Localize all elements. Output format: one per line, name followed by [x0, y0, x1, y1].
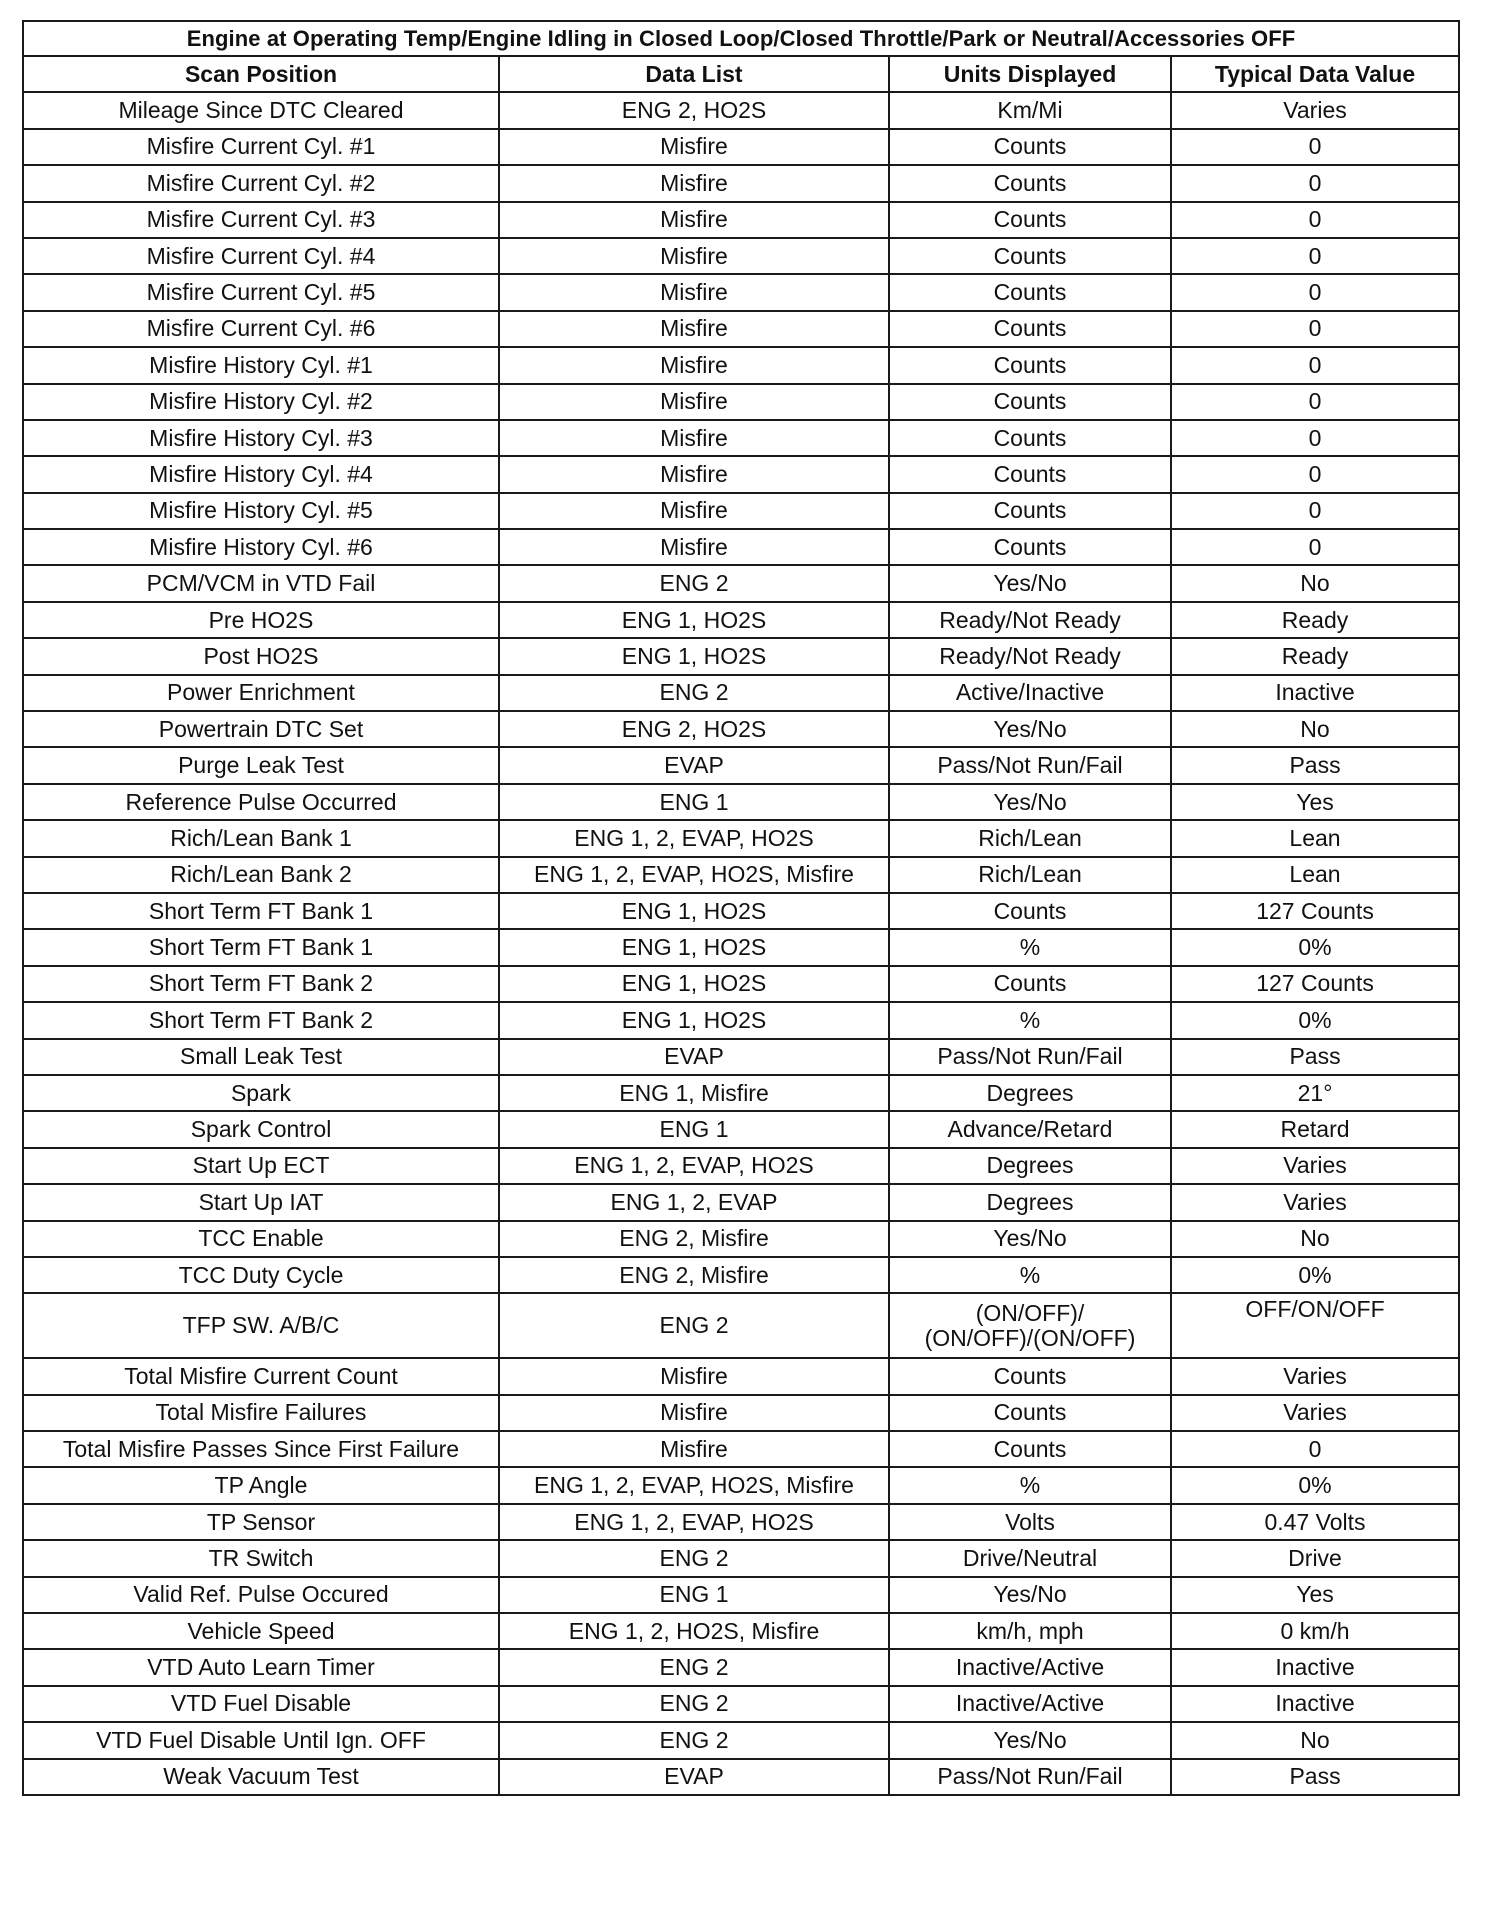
data-list-cell: ENG 1, 2, EVAP, HO2S	[499, 820, 889, 856]
units-displayed-cell: Counts	[889, 311, 1171, 347]
data-list-cell: Misfire	[499, 1358, 889, 1394]
typical-value-cell: 0	[1171, 311, 1459, 347]
units-displayed-cell: Advance/Retard	[889, 1111, 1171, 1147]
units-displayed-cell: Pass/Not Run/Fail	[889, 1759, 1171, 1795]
typical-value-cell: Inactive	[1171, 1686, 1459, 1722]
typical-value-cell: Drive	[1171, 1540, 1459, 1576]
data-list-cell: ENG 1	[499, 784, 889, 820]
data-list-cell: ENG 1, HO2S	[499, 602, 889, 638]
table-row	[23, 1221, 1459, 1257]
units-displayed-cell: Ready/Not Ready	[889, 638, 1171, 674]
typical-value-cell: 0%	[1171, 1467, 1459, 1503]
scan-position-cell: TR Switch	[23, 1540, 499, 1576]
table-row	[23, 1722, 1459, 1758]
typical-value-cell: Ready	[1171, 602, 1459, 638]
data-list-cell: ENG 1	[499, 1111, 889, 1147]
column-header-typical-data-value: Typical Data Value	[1171, 56, 1459, 92]
table-row	[23, 784, 1459, 820]
data-list-cell: ENG 1, 2, EVAP	[499, 1184, 889, 1220]
scan-data-table	[22, 20, 1460, 1796]
units-displayed-cell: %	[889, 1257, 1171, 1293]
table-row	[23, 529, 1459, 565]
data-list-cell: Misfire	[499, 1395, 889, 1431]
typical-value-cell: 0	[1171, 238, 1459, 274]
units-displayed-cell: Yes/No	[889, 784, 1171, 820]
data-list-cell: EVAP	[499, 747, 889, 783]
data-list-cell: ENG 1, Misfire	[499, 1075, 889, 1111]
table-row	[23, 165, 1459, 201]
typical-value-cell: Varies	[1171, 1395, 1459, 1431]
units-displayed-cell: Drive/Neutral	[889, 1540, 1171, 1576]
units-displayed-cell: Counts	[889, 129, 1171, 165]
scan-position-cell: Misfire Current Cyl. #4	[23, 238, 499, 274]
units-displayed-cell: Degrees	[889, 1184, 1171, 1220]
typical-value-cell: 0%	[1171, 1257, 1459, 1293]
typical-value-cell: No	[1171, 1221, 1459, 1257]
table-row	[23, 1039, 1459, 1075]
table-row	[23, 1111, 1459, 1147]
table-row	[23, 966, 1459, 1002]
typical-value-cell: 0%	[1171, 1002, 1459, 1038]
typical-value-cell: Varies	[1171, 1358, 1459, 1394]
table-row	[23, 1358, 1459, 1394]
units-displayed-cell: Counts	[889, 384, 1171, 420]
table-row	[23, 384, 1459, 420]
units-displayed-cell: Counts	[889, 966, 1171, 1002]
table-row	[23, 1293, 1459, 1358]
table-row	[23, 1148, 1459, 1184]
table-row	[23, 1686, 1459, 1722]
scan-position-cell: Total Misfire Current Count	[23, 1358, 499, 1394]
units-displayed-cell: Counts	[889, 274, 1171, 310]
scan-position-cell: PCM/VCM in VTD Fail	[23, 565, 499, 601]
units-displayed-cell: Counts	[889, 1358, 1171, 1394]
table-row	[23, 1540, 1459, 1576]
units-displayed-cell: Yes/No	[889, 1722, 1171, 1758]
scan-position-cell: Mileage Since DTC Cleared	[23, 92, 499, 128]
table-row	[23, 1431, 1459, 1467]
units-displayed-cell: km/h, mph	[889, 1613, 1171, 1649]
typical-value-cell: No	[1171, 1722, 1459, 1758]
table-row	[23, 1467, 1459, 1503]
table-row	[23, 493, 1459, 529]
typical-value-cell: Varies	[1171, 1184, 1459, 1220]
typical-value-cell: 0	[1171, 274, 1459, 310]
data-list-cell: ENG 1, 2, EVAP, HO2S, Misfire	[499, 1467, 889, 1503]
typical-value-cell: Pass	[1171, 1759, 1459, 1795]
typical-value-cell: Yes	[1171, 1577, 1459, 1613]
typical-value-cell: OFF/ON/OFF	[1171, 1293, 1459, 1358]
scan-position-cell: Weak Vacuum Test	[23, 1759, 499, 1795]
scan-position-cell: Post HO2S	[23, 638, 499, 674]
units-displayed-cell: Yes/No	[889, 1221, 1171, 1257]
column-header-scan-position: Scan Position	[23, 56, 499, 92]
scan-position-cell: Short Term FT Bank 2	[23, 1002, 499, 1038]
table-row	[23, 1504, 1459, 1540]
scan-position-cell: TFP SW. A/B/C	[23, 1293, 499, 1358]
table-row	[23, 565, 1459, 601]
scan-position-cell: Start Up ECT	[23, 1148, 499, 1184]
scan-position-cell: VTD Auto Learn Timer	[23, 1649, 499, 1685]
typical-value-cell: 0 km/h	[1171, 1613, 1459, 1649]
data-list-cell: ENG 1	[499, 1577, 889, 1613]
scan-position-cell: TP Sensor	[23, 1504, 499, 1540]
scan-position-cell: VTD Fuel Disable	[23, 1686, 499, 1722]
typical-value-cell: 127 Counts	[1171, 966, 1459, 1002]
units-displayed-cell: %	[889, 929, 1171, 965]
units-displayed-cell: Counts	[889, 493, 1171, 529]
typical-value-cell: Lean	[1171, 857, 1459, 893]
data-list-cell: Misfire	[499, 456, 889, 492]
scan-position-cell: Rich/Lean Bank 1	[23, 820, 499, 856]
typical-value-cell: 21°	[1171, 1075, 1459, 1111]
scan-position-cell: Total Misfire Passes Since First Failure	[23, 1431, 499, 1467]
typical-value-cell: Lean	[1171, 820, 1459, 856]
column-header-data-list: Data List	[499, 56, 889, 92]
scan-position-cell: TP Angle	[23, 1467, 499, 1503]
table-row	[23, 893, 1459, 929]
scan-position-cell: Vehicle Speed	[23, 1613, 499, 1649]
scan-position-cell: TCC Duty Cycle	[23, 1257, 499, 1293]
data-list-cell: ENG 1, HO2S	[499, 929, 889, 965]
data-list-cell: ENG 2	[499, 1686, 889, 1722]
scan-data-document	[22, 20, 1458, 1796]
units-displayed-cell: (ON/OFF)/ (ON/OFF)/(ON/OFF)	[889, 1293, 1171, 1358]
data-list-cell: ENG 1, 2, EVAP, HO2S	[499, 1148, 889, 1184]
units-displayed-cell: Inactive/Active	[889, 1686, 1171, 1722]
table-row	[23, 747, 1459, 783]
scan-position-cell: Short Term FT Bank 1	[23, 893, 499, 929]
table-row	[23, 92, 1459, 128]
typical-value-cell: Yes	[1171, 784, 1459, 820]
typical-value-cell: 0	[1171, 202, 1459, 238]
typical-value-cell: 0	[1171, 420, 1459, 456]
units-displayed-cell: Yes/No	[889, 565, 1171, 601]
table-row	[23, 1257, 1459, 1293]
typical-value-cell: Pass	[1171, 1039, 1459, 1075]
data-list-cell: Misfire	[499, 311, 889, 347]
table-row	[23, 238, 1459, 274]
table-row	[23, 347, 1459, 383]
scan-position-cell: TCC Enable	[23, 1221, 499, 1257]
table-row	[23, 675, 1459, 711]
units-displayed-cell: Counts	[889, 165, 1171, 201]
caption-row	[23, 21, 1459, 56]
units-displayed-cell: Km/Mi	[889, 92, 1171, 128]
units-displayed-cell: Ready/Not Ready	[889, 602, 1171, 638]
typical-value-cell: Inactive	[1171, 675, 1459, 711]
table-row	[23, 711, 1459, 747]
units-displayed-cell: Counts	[889, 529, 1171, 565]
data-list-cell: Misfire	[499, 202, 889, 238]
table-row	[23, 1759, 1459, 1795]
typical-value-cell: No	[1171, 711, 1459, 747]
data-list-cell: Misfire	[499, 529, 889, 565]
table-row	[23, 820, 1459, 856]
units-displayed-cell: Inactive/Active	[889, 1649, 1171, 1685]
scan-position-cell: Short Term FT Bank 1	[23, 929, 499, 965]
typical-value-cell: 0.47 Volts	[1171, 1504, 1459, 1540]
scan-position-cell: Misfire Current Cyl. #2	[23, 165, 499, 201]
scan-position-cell: Misfire Current Cyl. #1	[23, 129, 499, 165]
scan-position-cell: Start Up IAT	[23, 1184, 499, 1220]
typical-value-cell: Varies	[1171, 1148, 1459, 1184]
typical-value-cell: 0	[1171, 384, 1459, 420]
table-caption: Engine at Operating Temp/Engine Idling in Closed Loop/Closed Throttle/Park or Neutral/Accessories OFF	[23, 21, 1459, 56]
scan-position-cell: Misfire History Cyl. #6	[23, 529, 499, 565]
typical-value-cell: 0	[1171, 347, 1459, 383]
data-list-cell: ENG 2, HO2S	[499, 92, 889, 128]
table-row	[23, 311, 1459, 347]
table-row	[23, 1577, 1459, 1613]
scan-position-cell: Misfire History Cyl. #3	[23, 420, 499, 456]
scan-position-cell: Misfire History Cyl. #2	[23, 384, 499, 420]
data-list-cell: ENG 1, HO2S	[499, 893, 889, 929]
data-list-cell: EVAP	[499, 1759, 889, 1795]
header-row	[23, 56, 1459, 92]
typical-value-cell: 0	[1171, 529, 1459, 565]
data-list-cell: ENG 2	[499, 565, 889, 601]
typical-value-cell: 127 Counts	[1171, 893, 1459, 929]
units-displayed-cell: Counts	[889, 893, 1171, 929]
scan-position-cell: Reference Pulse Occurred	[23, 784, 499, 820]
scan-position-cell: Short Term FT Bank 2	[23, 966, 499, 1002]
typical-value-cell: 0	[1171, 129, 1459, 165]
table-row	[23, 420, 1459, 456]
data-list-cell: ENG 1, 2, EVAP, HO2S	[499, 1504, 889, 1540]
table-row	[23, 857, 1459, 893]
data-list-cell: ENG 2	[499, 1293, 889, 1358]
units-displayed-cell: Degrees	[889, 1075, 1171, 1111]
units-displayed-cell: Pass/Not Run/Fail	[889, 1039, 1171, 1075]
table-row	[23, 1075, 1459, 1111]
scan-position-cell: Misfire Current Cyl. #5	[23, 274, 499, 310]
data-list-cell: Misfire	[499, 165, 889, 201]
scan-position-cell: Spark	[23, 1075, 499, 1111]
data-list-cell: EVAP	[499, 1039, 889, 1075]
data-list-cell: ENG 2	[499, 1649, 889, 1685]
units-displayed-cell: %	[889, 1002, 1171, 1038]
typical-value-cell: Pass	[1171, 747, 1459, 783]
data-list-cell: Misfire	[499, 347, 889, 383]
scan-position-cell: Spark Control	[23, 1111, 499, 1147]
scan-position-cell: Power Enrichment	[23, 675, 499, 711]
scan-position-cell: Purge Leak Test	[23, 747, 499, 783]
units-displayed-cell: Pass/Not Run/Fail	[889, 747, 1171, 783]
data-list-cell: ENG 1, HO2S	[499, 966, 889, 1002]
scan-position-cell: Misfire Current Cyl. #6	[23, 311, 499, 347]
data-list-cell: ENG 2, HO2S	[499, 711, 889, 747]
units-displayed-cell: Counts	[889, 202, 1171, 238]
units-displayed-cell: Volts	[889, 1504, 1171, 1540]
table-row	[23, 1184, 1459, 1220]
table-row	[23, 638, 1459, 674]
typical-value-cell: No	[1171, 565, 1459, 601]
scan-position-cell: Misfire Current Cyl. #3	[23, 202, 499, 238]
units-displayed-cell: Counts	[889, 238, 1171, 274]
units-displayed-cell: Counts	[889, 1431, 1171, 1467]
table-row	[23, 929, 1459, 965]
data-list-cell: Misfire	[499, 420, 889, 456]
typical-value-cell: Retard	[1171, 1111, 1459, 1147]
typical-value-cell: 0%	[1171, 929, 1459, 965]
data-list-cell: Misfire	[499, 384, 889, 420]
table-row	[23, 129, 1459, 165]
typical-value-cell: 0	[1171, 165, 1459, 201]
scan-position-cell: Powertrain DTC Set	[23, 711, 499, 747]
units-displayed-cell: Degrees	[889, 1148, 1171, 1184]
scan-position-cell: Misfire History Cyl. #5	[23, 493, 499, 529]
units-displayed-cell: Counts	[889, 1395, 1171, 1431]
data-list-cell: ENG 1, HO2S	[499, 1002, 889, 1038]
table-row	[23, 1002, 1459, 1038]
data-list-cell: ENG 1, 2, HO2S, Misfire	[499, 1613, 889, 1649]
units-displayed-cell: %	[889, 1467, 1171, 1503]
units-displayed-cell: Rich/Lean	[889, 857, 1171, 893]
table-row	[23, 1613, 1459, 1649]
table-row	[23, 1395, 1459, 1431]
table-row	[23, 1649, 1459, 1685]
typical-value-cell: 0	[1171, 493, 1459, 529]
typical-value-cell: Inactive	[1171, 1649, 1459, 1685]
data-list-cell: ENG 2	[499, 1722, 889, 1758]
table-body	[23, 92, 1459, 1795]
column-header-units-displayed: Units Displayed	[889, 56, 1171, 92]
data-list-cell: ENG 1, 2, EVAP, HO2S, Misfire	[499, 857, 889, 893]
data-list-cell: ENG 1, HO2S	[499, 638, 889, 674]
units-displayed-cell: Yes/No	[889, 1577, 1171, 1613]
table-row	[23, 602, 1459, 638]
units-displayed-cell: Rich/Lean	[889, 820, 1171, 856]
typical-value-cell: Ready	[1171, 638, 1459, 674]
units-displayed-cell: Counts	[889, 347, 1171, 383]
scan-position-cell: Valid Ref. Pulse Occured	[23, 1577, 499, 1613]
data-list-cell: Misfire	[499, 274, 889, 310]
scan-position-cell: Rich/Lean Bank 2	[23, 857, 499, 893]
data-list-cell: ENG 2	[499, 1540, 889, 1576]
typical-value-cell: 0	[1171, 1431, 1459, 1467]
units-displayed-cell: Counts	[889, 456, 1171, 492]
typical-value-cell: 0	[1171, 456, 1459, 492]
table-row	[23, 202, 1459, 238]
scan-position-cell: Small Leak Test	[23, 1039, 499, 1075]
units-displayed-cell: Active/Inactive	[889, 675, 1171, 711]
data-list-cell: ENG 2	[499, 675, 889, 711]
scan-position-cell: Misfire History Cyl. #1	[23, 347, 499, 383]
data-list-cell: Misfire	[499, 129, 889, 165]
units-displayed-cell: Counts	[889, 420, 1171, 456]
data-list-cell: Misfire	[499, 238, 889, 274]
scan-position-cell: VTD Fuel Disable Until Ign. OFF	[23, 1722, 499, 1758]
data-list-cell: Misfire	[499, 493, 889, 529]
data-list-cell: ENG 2, Misfire	[499, 1257, 889, 1293]
table-row	[23, 274, 1459, 310]
scan-position-cell: Misfire History Cyl. #4	[23, 456, 499, 492]
scan-position-cell: Pre HO2S	[23, 602, 499, 638]
data-list-cell: ENG 2, Misfire	[499, 1221, 889, 1257]
scan-position-cell: Total Misfire Failures	[23, 1395, 499, 1431]
table-row	[23, 456, 1459, 492]
units-displayed-cell: Yes/No	[889, 711, 1171, 747]
typical-value-cell: Varies	[1171, 92, 1459, 128]
data-list-cell: Misfire	[499, 1431, 889, 1467]
